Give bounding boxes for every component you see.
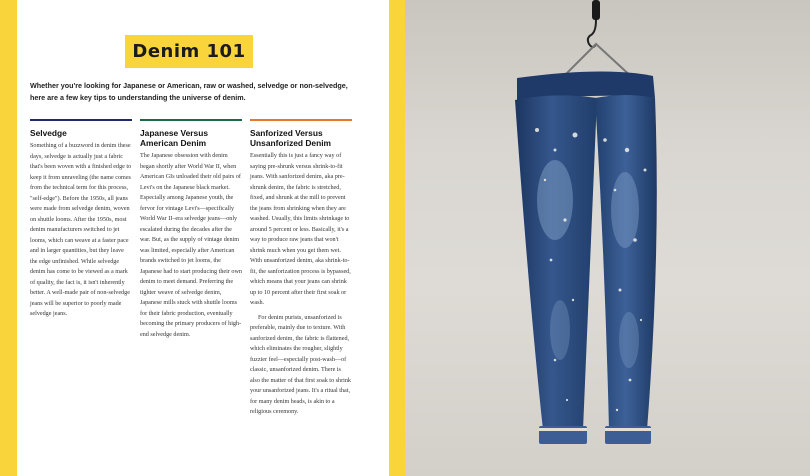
column-heading: Sanforized Versus Unsanforized Denim — [250, 128, 331, 149]
column-rule — [30, 119, 132, 121]
column-body: The Japanese obsession with denim began shortly after World War II, when American GIs unloaded their old pairs of Levi's on the Japanese black market. Especially among Japanese youth, the fervor for vintage Levi's—specifically World War II–era selvedge jeans—only escalated during the decades after the war. But, as the supply of vintage denim was limited, especially after American brands switched to jet looms, the Japanese had to start producing their own denim to meet demand. Preferring the tighter weave of selvedge denim, Japanese mills stuck with shuttle looms for their fabric production, eventually becoming the primary producers of high-end selvedge denim. — [140, 153, 242, 338]
column-body: Something of a buzzword in denim these days, selvedge is actually just a fabric that's been woven with a finished edge to keep it from unraveling (the name comes from the technical term for this process, "self-edge"). Before the 1950s, all jeans were made from selvedge denim, woven on shuttle looms. After the 1950s, most denim manufacturers switched to jet looms, which can weave at a faster pace and in larger quantities, but they leave the edge unfinished. While selvedge denim has come to be viewed as a mark of quality, the fact is, it isn't inherently better. A well-made pair of non-selvedge jeans will be superior to poorly made selvedge jeans. — [30, 143, 132, 318]
column-selvedge — [30, 119, 132, 320]
column-rule — [140, 119, 242, 121]
wall-hook — [592, 0, 600, 20]
hook-wire — [588, 20, 596, 47]
column-rule — [250, 119, 352, 121]
title-banner — [125, 35, 253, 68]
column-heading: Japanese Versus American Denim — [140, 128, 208, 149]
column-sanforized — [250, 119, 352, 418]
page-title: Denim 101 — [132, 41, 246, 62]
page-content — [17, 0, 389, 476]
column-japanese-american — [140, 119, 242, 340]
jeans-left-leg — [515, 95, 597, 430]
column-heading: Selvedge — [30, 128, 67, 138]
right-page — [405, 0, 810, 476]
column-body: Essentially this is just a fancy way of saying pre-shrunk versus shrink-to-fit jeans. With sanforized denim, aka pre-shrunk denim, the fabric is stretched, fixed, and shrunk at the mill to prevent the jeans from shrinking when they are washed. Usually, this limits shrinkage to around 5 percent or less. Basically, it's a way to produce raw jeans that won't shrink much when you get them wet. With unsanforized denim, aka shrink-to-fit, the sanforization process is bypassed, which means that your jeans can shrink up to 10 percent after their first soak or wash. — [250, 153, 351, 307]
intro-text: Whether you're looking for Japanese or American, raw or washed, selvedge or non-selvedge, here are a few key tips to understanding the universe of denim. — [30, 81, 348, 102]
jeans-on-hanger-photo — [405, 0, 810, 476]
column-body: For denim purists, unsanforized is preferable, mainly due to texture. With sanforized denim, the fabric is flattened, which eliminates the rougher, slightly fuzzier feel—especially post-wash—of classic, unsanforized denim. There is also the matter of that first soak to shrink your unsanforized jeans. It's a ritual that, for many denim heads, is akin to a religious ceremony. — [250, 314, 351, 416]
jeans-right-leg — [595, 95, 657, 430]
